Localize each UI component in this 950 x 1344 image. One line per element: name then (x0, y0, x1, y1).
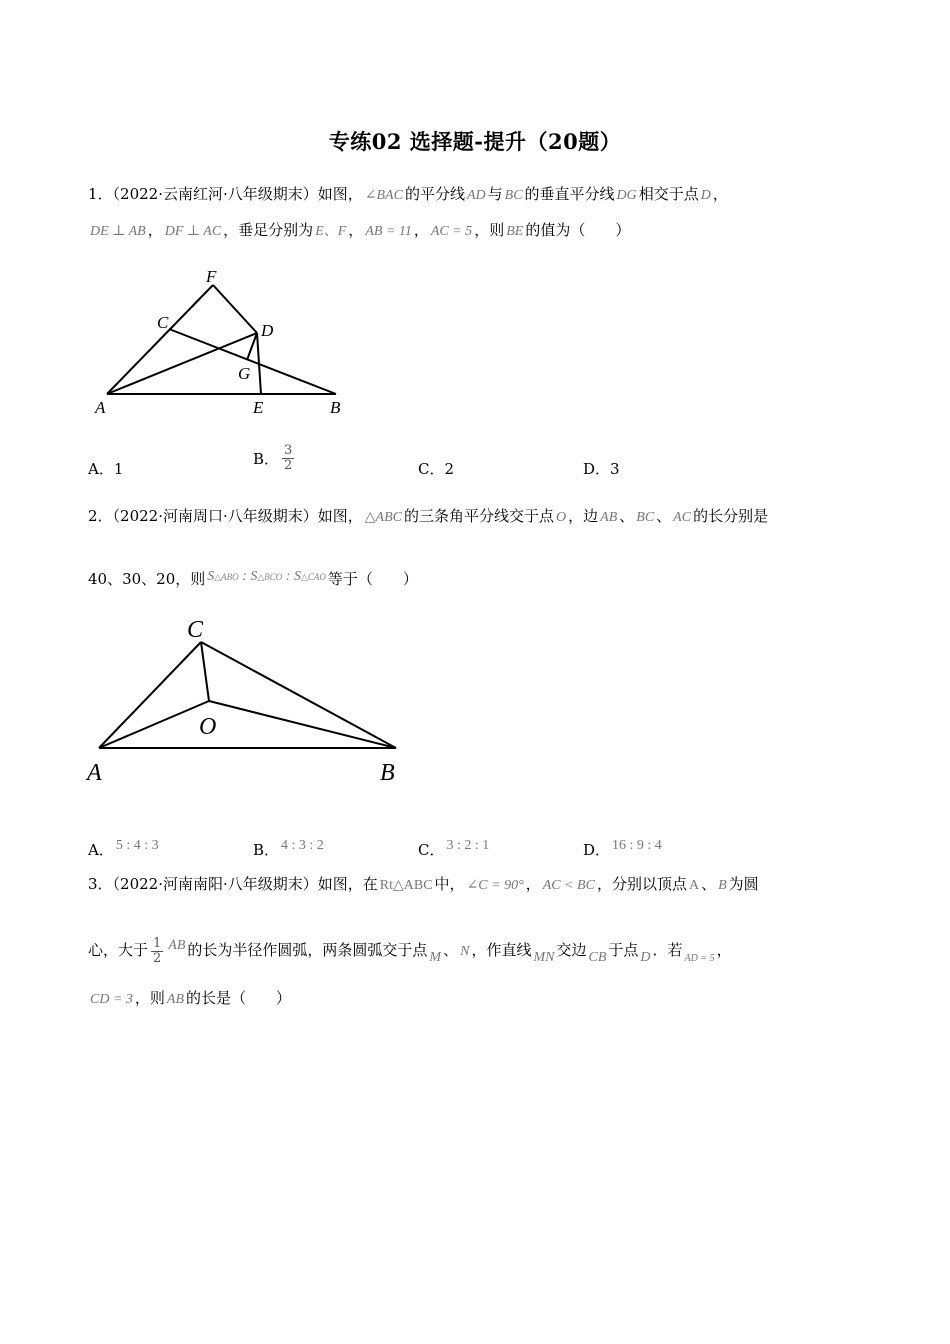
q1-source: （2022·云南红河·八年级期末）如图， (112, 185, 363, 203)
q2-colon: : (238, 569, 251, 584)
q1-figure (90, 262, 360, 422)
q2-text: 的长分别是 (693, 507, 769, 525)
q3-text: ，则 (134, 989, 165, 1007)
q3-text: 为圆 (728, 875, 759, 893)
q2-text: 、 (619, 507, 635, 525)
q2-math-ac: AC (673, 510, 692, 525)
fraction-denominator: 2 (153, 950, 162, 966)
q1-label-c: C (157, 313, 169, 332)
q2-math-o: O (556, 510, 567, 525)
q3-text: 、 (701, 875, 717, 893)
q2-label-c: C (187, 617, 204, 643)
q1-option-b-fraction (282, 444, 294, 473)
q2-line-1 (88, 506, 768, 528)
q1-seg-cb (169, 329, 336, 394)
q2-option-b-label: B． (253, 841, 280, 859)
q3-math-angle-c: ∠C = 90° (466, 878, 524, 893)
q3-math-rt: Rt△ABC (379, 878, 433, 893)
q1-text: ，则 (474, 221, 505, 239)
q2-seg-ao (99, 701, 209, 748)
q2-area-symbol: S (250, 569, 258, 584)
q2-text: 40、30、20，则 (88, 570, 206, 588)
q2-label-b: B (380, 760, 395, 786)
q1-seg-fd (213, 285, 257, 333)
q1-text: ， (712, 185, 728, 203)
q3-math-cb: CB (588, 950, 607, 965)
q2-math-bc: BC (636, 510, 655, 525)
q3-math-b: B (718, 878, 727, 893)
q3-text: ， (716, 941, 732, 959)
q3-math-a: A (688, 878, 700, 893)
q1-label-g: G (238, 364, 251, 383)
q3-text: ，分别以顶点 (596, 875, 687, 893)
q1-math-de: DE ⊥ AB (90, 224, 146, 239)
q1-label-e: E (253, 398, 264, 417)
q1-math-ac: AC = 5 (430, 224, 473, 239)
q1-option-d[interactable]: D．3 (583, 460, 620, 478)
fraction-numerator: 1 (153, 935, 162, 951)
q2-option-b-value: 4 : 3 : 2 (281, 838, 324, 853)
q2-math-ratio (205, 569, 328, 584)
q1-math-ef: E、F (315, 224, 347, 239)
q3-math-cd: CD = 3 (90, 992, 133, 1007)
q3-math-ad: AD = 5 (684, 953, 715, 964)
q2-option-d-value: 16 : 9 : 4 (612, 838, 662, 853)
q1-line-1 (88, 184, 728, 206)
q2-figure (80, 612, 420, 792)
q3-math-acbc: AC < BC (542, 878, 595, 893)
q1-text: ，垂足分别为 (223, 221, 314, 239)
q1-option-b-label: B． (253, 450, 280, 468)
q3-math-ab2: AB (166, 992, 185, 1007)
q2-text: 等于（ ） (327, 570, 418, 588)
q1-math-dg: DG (616, 188, 637, 203)
q3-source: （2022·河南南阳·八年级期末）如图，在 (112, 875, 378, 893)
q2-math-tri: △ABC (364, 510, 402, 525)
q1-math-angle: ∠BAC (364, 188, 403, 203)
q2-text: 的三条角平分线交于点 (403, 507, 554, 525)
q2-area-sub: △ABO (214, 572, 239, 582)
q2-source: （2022·河南周口·八年级期末）如图， (112, 507, 363, 525)
q2-seg-cb (201, 642, 396, 748)
q3-math-n: N (460, 944, 470, 959)
q1-option-c[interactable]: C．2 (418, 460, 455, 478)
q2-option-d[interactable] (583, 838, 664, 860)
q3-text: 、 (443, 941, 459, 959)
q1-math-be: BE (506, 224, 524, 239)
q3-text: 的长是（ ） (186, 989, 292, 1007)
q2-label-o: O (199, 714, 217, 740)
q2-area-symbol: S (293, 569, 301, 584)
q2-line-2 (88, 567, 418, 589)
q2-area-sub: △BCO (257, 572, 283, 582)
q2-seg-co (201, 642, 209, 701)
q3-half-fraction (151, 937, 163, 966)
q1-math-df: DF ⊥ AC (164, 224, 222, 239)
q2-option-b[interactable] (253, 838, 326, 860)
q3-text: 交边 (556, 941, 587, 959)
q3-math-m: M (429, 950, 442, 965)
q2-option-d-label: D． (583, 841, 611, 859)
q3-line-1 (88, 874, 759, 896)
q2-area-symbol: S (207, 569, 215, 584)
q2-option-a-value: 5 : 4 : 3 (115, 838, 159, 853)
q1-label-a: A (95, 398, 106, 417)
q3-math-d: D (640, 950, 651, 965)
q1-math-ad: AD (466, 188, 486, 203)
q1-option-a[interactable]: A．1 (88, 460, 124, 478)
q2-option-a[interactable] (88, 838, 161, 860)
q2-option-c[interactable] (418, 838, 491, 860)
q2-text: 、 (656, 507, 672, 525)
q1-math-d: D (700, 188, 711, 203)
q1-text: ， (413, 221, 429, 239)
fraction-denominator: 2 (284, 458, 293, 473)
q3-text: ， (525, 875, 541, 893)
q1-text: 的垂直平分线 (524, 185, 615, 203)
q1-text: ， (147, 221, 163, 239)
q3-line-2 (88, 930, 732, 975)
q3-text: 于点 (608, 941, 639, 959)
q1-text: 的值为（ ） (525, 221, 631, 239)
q3-number: 3． (88, 875, 113, 893)
q2-number: 2． (88, 507, 113, 525)
q3-text: 的长为半径作圆弧，两条圆弧交于点 (187, 941, 428, 959)
fraction-numerator: 3 (284, 443, 293, 458)
q1-math-ab: AB = 11 (365, 224, 412, 239)
q2-label-a: A (87, 760, 102, 786)
q2-option-a-label: A． (88, 841, 114, 859)
q2-option-c-label: C． (418, 841, 445, 859)
q3-math-ab: AB (168, 938, 186, 953)
q1-text: 的平分线 (404, 185, 465, 203)
q1-math-bc: BC (504, 188, 523, 203)
q1-option-b[interactable] (253, 444, 297, 473)
q3-text: 心，大于 (88, 941, 149, 959)
q2-colon: : (282, 569, 294, 584)
q1-label-b: B (330, 398, 341, 417)
q3-math-mn: MN (533, 950, 555, 965)
q2-text: ，边 (568, 507, 599, 525)
q2-area-sub: △CAO (300, 572, 326, 582)
page-title: 专练02 选择题-提升（20题） (328, 129, 622, 154)
q2-seg-ac (99, 642, 201, 748)
q1-label-f: F (206, 267, 217, 286)
q2-math-ab: AB (600, 510, 618, 525)
q1-text: 相交于点 (638, 185, 699, 203)
q1-number: 1． (88, 185, 113, 203)
q1-line-2 (88, 220, 630, 242)
q3-text: 中， (434, 875, 465, 893)
q3-line-3 (88, 988, 291, 1010)
q2-option-c-value: 3 : 2 : 1 (446, 838, 490, 853)
q1-text: 与 (487, 185, 503, 203)
q3-text: ，作直线 (471, 941, 532, 959)
q2-seg-bo (209, 701, 396, 748)
q3-text: ．若 (652, 941, 683, 959)
q1-label-d: D (261, 321, 274, 340)
q1-seg-ad (107, 333, 257, 394)
q1-text: ， (348, 221, 364, 239)
